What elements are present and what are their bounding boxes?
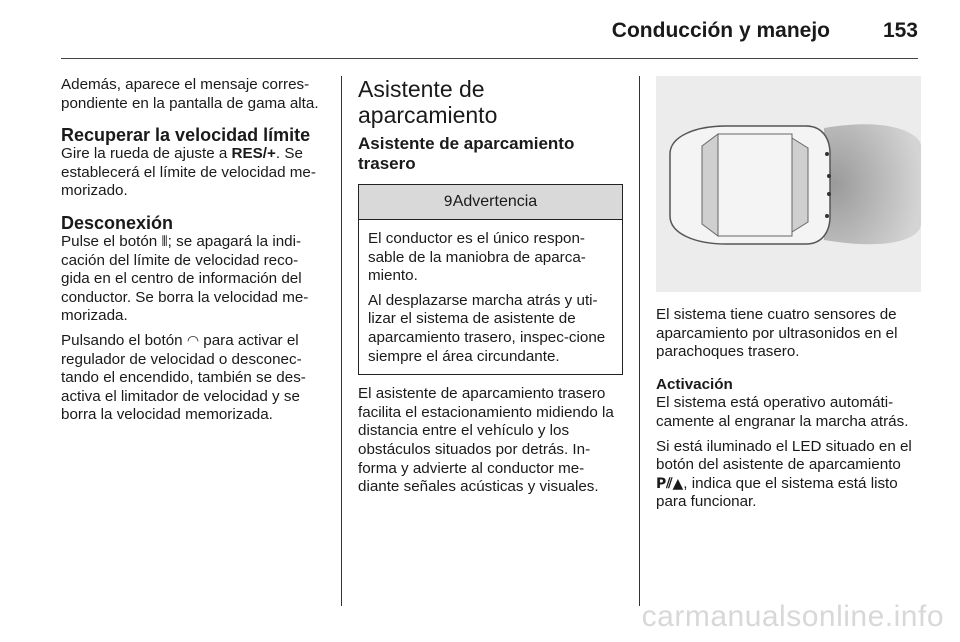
text: Pulse el botón (61, 232, 162, 250)
heading-activacion: Activación (656, 375, 733, 393)
recuperar-paragraph (61, 145, 326, 201)
text: . Se establecerá el límite de velocidad me-morizado. (61, 145, 316, 200)
res-plus-label: RES/+ (231, 145, 276, 163)
park-assist-icon: P⫽▲ (656, 475, 684, 492)
watermark: carmanualsonline.info (641, 600, 944, 633)
column-divider (341, 76, 342, 606)
rear-window (792, 138, 808, 232)
pulsando-paragraph (61, 332, 326, 425)
led-paragraph (656, 438, 921, 512)
car-illustration-svg (656, 76, 921, 292)
intro-paragraph: Además, aparece el mensaje corres-pondiente en la pantalla de gama alta. (61, 76, 319, 112)
sensors-paragraph: El sistema tiene cuatro sensores de aparcamiento por ultrasonidos en el parachoques trasero. (656, 306, 898, 361)
column-divider (639, 76, 640, 606)
column-1 (61, 76, 326, 431)
heading-desconexion: Desconexión (61, 212, 174, 233)
activacion-paragraph: El sistema está operativo automáti-camente al engranar la marcha atrás. (656, 394, 909, 430)
windshield (702, 134, 718, 236)
sensor-zone (824, 124, 921, 244)
text: Gire la rueda de ajuste a (61, 145, 232, 163)
page-number: 153 (882, 19, 918, 42)
heading-recuperar: Recuperar la velocidad límite (61, 125, 311, 146)
warning-title: Advertencia (452, 193, 538, 210)
warning-paragraph: El conductor es el único respon-sable de la maniobra de aparca-miento. (368, 230, 586, 285)
warning-paragraph: Al desplazarse marcha atrás y uti-lizar el sistema de asistente de aparcamiento trasero, inspec-cione siempre el área circundante. (368, 291, 606, 365)
cruise-control-button-icon: ◠ (186, 332, 200, 349)
desconexion-paragraph (61, 233, 326, 326)
warning-header (359, 185, 622, 220)
text: Si está iluminado el LED situado en el botón del asistente de aparcamiento (656, 437, 912, 474)
page-header (0, 0, 960, 60)
asistente-body: El asistente de aparcamiento trasero facilita el estacionamiento midiendo la distancia entre el vehículo y los obstáculos situados por detrás. In-forma y advierte al conductor me-diante señales acústicas y visuales. (358, 385, 614, 496)
limiter-button-icon: ⦀ (161, 233, 168, 250)
text: para activar el regulador de velocidad o desconec-tando el encendido, también se des-activa el limitador de velocidad y se borra la velocidad memorizada. (61, 331, 306, 424)
car-rear-sensor-illustration (656, 76, 921, 292)
sensor-dot (825, 214, 829, 218)
text: ; se apagará la indi-cación del límite de velocidad reco-gida en el centro de información del conductor. Se borra la velocidad me-morizada. (61, 232, 309, 325)
sensor-dot (827, 174, 831, 178)
section-title: Conducción y manejo (611, 19, 830, 42)
sensor-dot (827, 192, 831, 196)
warning-body (359, 220, 622, 374)
column-3 (656, 76, 921, 518)
column-2 (358, 76, 623, 503)
warning-box (358, 184, 623, 375)
header-rule (61, 58, 918, 59)
heading-asistente-trasero: Asistente de aparcamiento trasero (358, 134, 575, 173)
heading-asistente: Asistente de aparcamiento (358, 76, 498, 128)
text: , indica que el sistema está listo para funcionar. (656, 474, 898, 511)
sensor-dot (825, 152, 829, 156)
warning-number: 9 (443, 194, 453, 210)
text: Pulsando el botón (61, 331, 187, 349)
